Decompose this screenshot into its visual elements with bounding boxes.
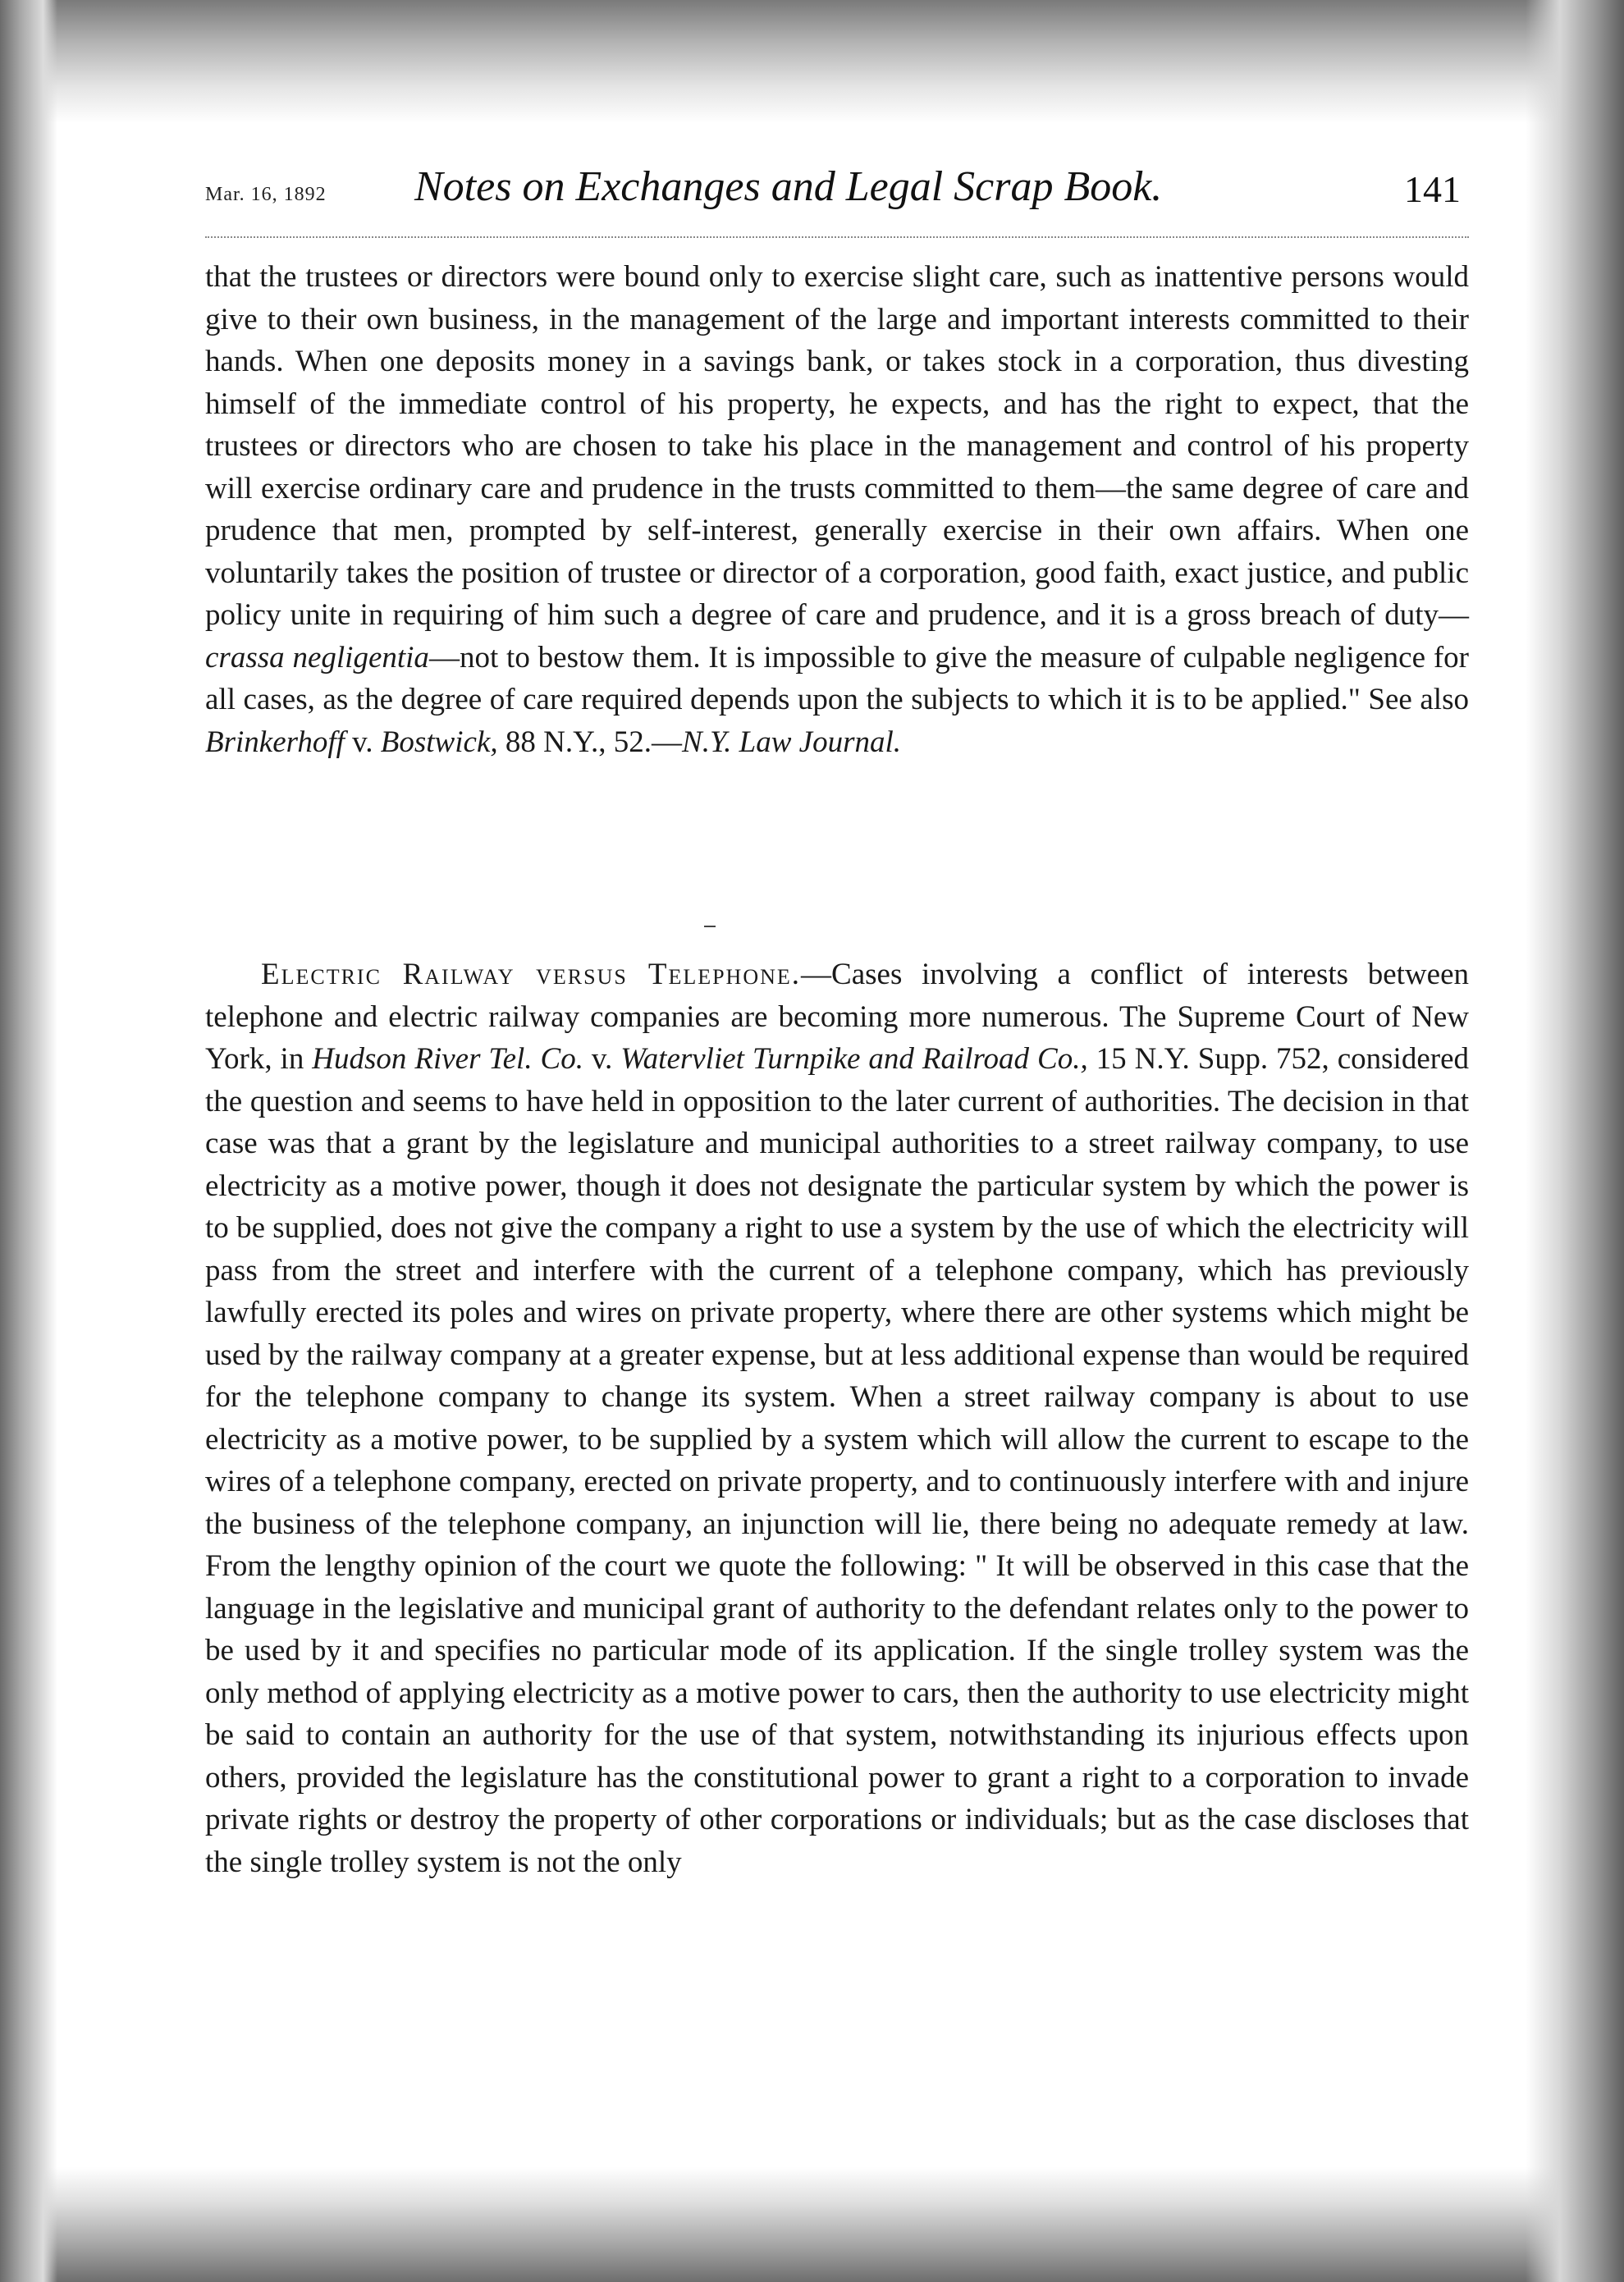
source-attribution: N.Y. Law Journal.: [682, 725, 902, 759]
case-name: Brinkerhoff: [205, 725, 345, 759]
paragraph-text: 15 N.Y. Supp. 752, considered the question and seems to have held in opposition to the later current of authorities. The decision in that case was that a grant by the legislature and municipal authorities to a street railway company, to use electricity as a motive power, though it does not designate the particular system by which the power is to be supplied, does not give the company a right to use a system by the use of which the electricity will pass from the street and interfere with the current of a telephone company, which has previously lawfully erected its poles and wires on private property, where there are other systems which might be used by the railway company at a greater expense, but at less additional expense than would be required for the telephone company to change its system. When a street railway company is about to use electricity as a motive power, to be supplied by a system which will allow the current to escape to the wires of a telephone company, erected on private property, and to continuously interfere with and injure the business of the telephone company, an injunction will lie, there being no adequate remedy at law. From the lengthy opinion of the court we quote the following: " It will be observed in this case that the language in the legislative and municipal grant of authority to the defendant relates only to the power to be used by it and specifies no particular mode of its application. If the single trolley system was the only method of applying electricity as a motive power to cars, then the authority to use electricity might be said to contain an authority for the use of that system, notwithstanding its injurious effects upon others, provided the legislature has the constitutional power to grant a right to a corporation to invade private rights or destroy the property of other corporations or individuals; but as the case discloses that the single trolley system is not the only: [205, 1042, 1469, 1879]
header-rule: [205, 236, 1469, 238]
paragraph-text: v.: [344, 725, 381, 759]
paragraph-text: that the trustees or directors were bound only to exercise slight care, such as inattentive persons would give to their own business, in the management of the large and important interests committed to their hands. When one deposits money in a savings bank, or takes stock in a corporation, thus divesting himself of the immediate control of his property, he expects, and has the right to expect, that the trustees or directors who are chosen to take his place in the management and control of his property will exercise ordinary care and prudence in the trusts committed to them—the same degree of care and prudence that men, prompted by self-interest, generally exercise in their own affairs. When one voluntarily takes the position of trustee or director of a corporation, good faith, exact justice, and public policy unite in requiring of him such a degree of care and prudence, and it is a gross breach of duty—: [205, 260, 1469, 632]
case-name: Hudson River Tel. Co.: [312, 1042, 583, 1076]
paragraph-text: —not to bestow them. It is impossible to give the measure of culpable negligence for all cases, as the degree of care required depends upon the subjects to which it is to be applied." See also: [205, 640, 1469, 716]
header-title: Notes on Exchanges and Legal Scrap Book.: [414, 163, 1163, 210]
page-number: 141: [1404, 168, 1461, 210]
paragraph-electric-railway: [205, 954, 1469, 1883]
scan-shadow-bottom: [0, 2167, 1624, 2282]
scan-shadow-top: [0, 0, 1624, 123]
case-name: Watervliet Turnpike and Railroad Co.,: [620, 1042, 1088, 1076]
italic-term: crassa negligentia: [205, 640, 429, 675]
section-heading: Electric Railway versus Telephone.: [261, 958, 802, 991]
citation: 88 N.Y., 52.—: [497, 725, 683, 759]
section-separator: [704, 926, 716, 927]
case-name: Bostwick,: [380, 725, 498, 759]
paragraph-trustees: [205, 256, 1469, 763]
running-header: [205, 156, 1461, 222]
header-date: Mar. 16, 1892: [205, 184, 327, 205]
scan-shadow-right: [1526, 0, 1624, 2282]
paragraph-text: v.: [583, 1042, 621, 1076]
paragraph-text: —Cases involving a conflict of interests between telephone and electric railway companies are becoming more numerous. The Supreme Court of New York, in: [205, 958, 1469, 1076]
scan-shadow-left: [0, 0, 57, 2282]
